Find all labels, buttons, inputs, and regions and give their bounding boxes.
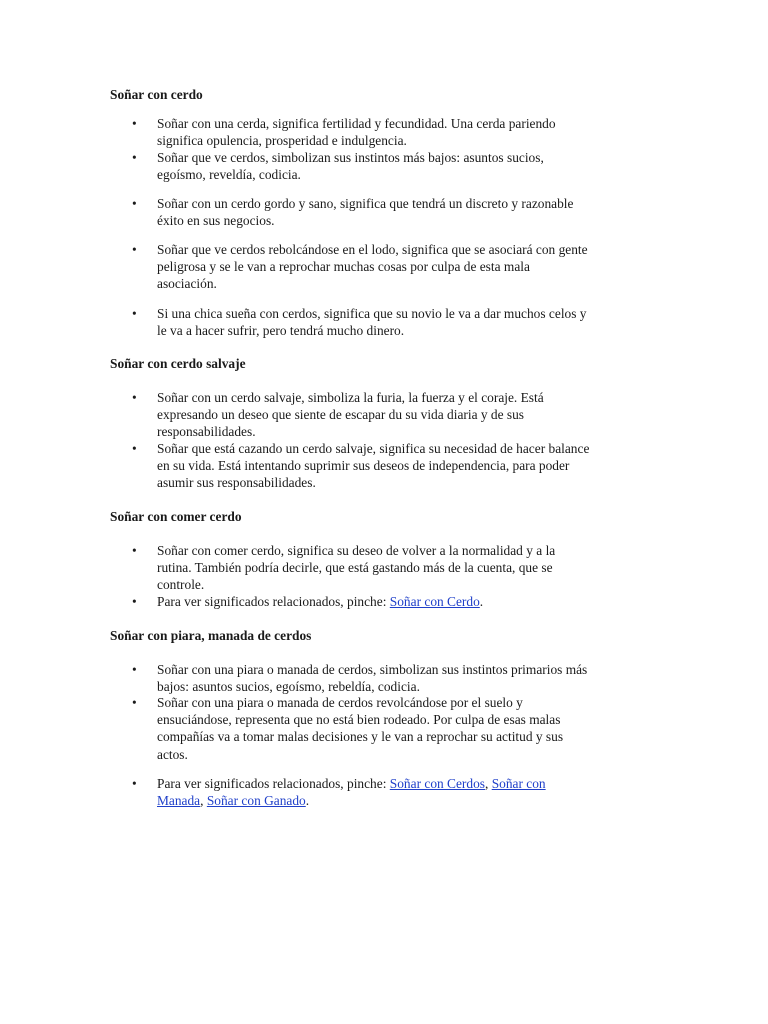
text-line — [157, 593, 672, 610]
section-heading: Soñar con comer cerdo — [110, 509, 242, 524]
related-prefix: Para ver significados relacionados, pinche: — [157, 594, 390, 609]
punctuation: . — [479, 594, 484, 609]
bullet-icon: • — [132, 594, 137, 609]
text-line: en su vida. Está intentando suprimir sus deseos de independencia, para poder — [157, 458, 570, 474]
text-line: actos. — [157, 746, 188, 762]
text-line: Si una chica sueña con cerdos, significa que su novio le va a dar muchos celos y — [157, 306, 587, 321]
list-item-text — [157, 149, 672, 183]
list-item-text — [157, 775, 672, 809]
link-sonar-con-cerdo[interactable]: Soñar con Cerdo — [389, 594, 480, 609]
text-line: bajos: asuntos sucios, egoísmo, rebeldía, codicia. — [157, 679, 420, 695]
text-line: Soñar con un cerdo gordo y sano, significa que tendrá un discreto y razonable — [157, 196, 574, 211]
link-sonar-con-ganado[interactable]: Soñar con Ganado — [206, 793, 306, 809]
bullet-icon: • — [132, 543, 137, 558]
text-line: egoísmo, reveldía, codicia. — [157, 167, 301, 183]
text-line: éxito en sus negocios. — [157, 213, 275, 229]
text-line: Soñar que ve cerdos rebolcándose en el lodo, significa que se asociará con gente — [157, 242, 588, 257]
text-line: le va a hacer sufrir, pero tendrá mucho dinero. — [157, 323, 405, 339]
punctuation: , — [200, 793, 207, 809]
text-line: Soñar que ve cerdos, simbolizan sus instintos más bajos: asuntos sucios, — [157, 150, 544, 165]
bullet-icon: • — [132, 695, 137, 710]
text-line: significa opulencia, prosperidad e indulgencia. — [157, 133, 407, 149]
list-item-text — [157, 241, 672, 293]
section-heading: Soñar con cerdo — [110, 87, 203, 102]
text-line: Soñar con una piara o manada de cerdos, simbolizan sus instintos primarios más — [157, 662, 588, 677]
bullet-icon: • — [132, 196, 137, 211]
list-item-text — [157, 542, 672, 594]
text-line: controle. — [157, 577, 205, 593]
bullet-icon: • — [132, 390, 137, 405]
text-line: asumir sus responsabilidades. — [157, 475, 316, 491]
text-line: Soñar que está cazando un cerdo salvaje, significa su necesidad de hacer balance — [157, 441, 590, 456]
section-heading: Soñar con piara, manada de cerdos — [110, 628, 312, 643]
list-item-text — [157, 389, 672, 441]
bullet-icon: • — [132, 776, 137, 791]
bullet-icon: • — [132, 116, 137, 131]
list-item-text — [157, 195, 672, 229]
related-prefix: Para ver significados relacionados, pinche: — [157, 776, 390, 791]
bullet-icon: • — [132, 150, 137, 165]
text-line — [157, 775, 672, 792]
punctuation: , — [485, 776, 492, 791]
text-line: asociación. — [157, 276, 217, 292]
text-line — [157, 792, 672, 809]
text-line: ensuciándose, representa que no está bien rodeado. Por culpa de esas malas — [157, 712, 561, 728]
text-line: Soñar con una piara o manada de cerdos revolcándose por el suelo y — [157, 695, 523, 710]
list-item-text — [157, 694, 672, 763]
text-line: Soñar con un cerdo salvaje, simboliza la furia, la fuerza y el coraje. Está — [157, 390, 544, 405]
list-item-text — [157, 440, 672, 492]
link-sonar-con-manada[interactable]: Manada — [157, 793, 201, 809]
text-line: expresando un deseo que siente de escapar du su vida diaria y de sus — [157, 407, 525, 423]
text-line: Soñar con una cerda, significa fertilidad y fecundidad. Una cerda pariendo — [157, 116, 556, 131]
bullet-icon: • — [132, 441, 137, 456]
text-line: peligrosa y se le van a reprochar muchas cosas por culpa de esta mala — [157, 259, 530, 275]
link-sonar-con-cerdos[interactable]: Soñar con Cerdos — [389, 776, 485, 791]
text-line: Soñar con comer cerdo, significa su deseo de volver a la normalidad y a la — [157, 543, 556, 558]
bullet-icon: • — [132, 662, 137, 677]
text-line: rutina. También podría decirle, que está gastando más de la cuenta, que se — [157, 560, 553, 576]
list-item-text — [157, 593, 672, 610]
section-heading: Soñar con cerdo salvaje — [110, 356, 246, 371]
list-item-text — [157, 661, 672, 695]
punctuation: . — [305, 793, 310, 809]
text-line: compañías va a tomar malas decisiones y le van a reprochar su actitud y sus — [157, 729, 564, 745]
list-item-text — [157, 305, 672, 339]
link-sonar-con-manada[interactable]: Soñar con — [491, 776, 546, 791]
bullet-icon: • — [132, 242, 137, 257]
text-line: responsabilidades. — [157, 424, 256, 440]
list-item-text — [157, 115, 672, 149]
bullet-icon: • — [132, 306, 137, 321]
